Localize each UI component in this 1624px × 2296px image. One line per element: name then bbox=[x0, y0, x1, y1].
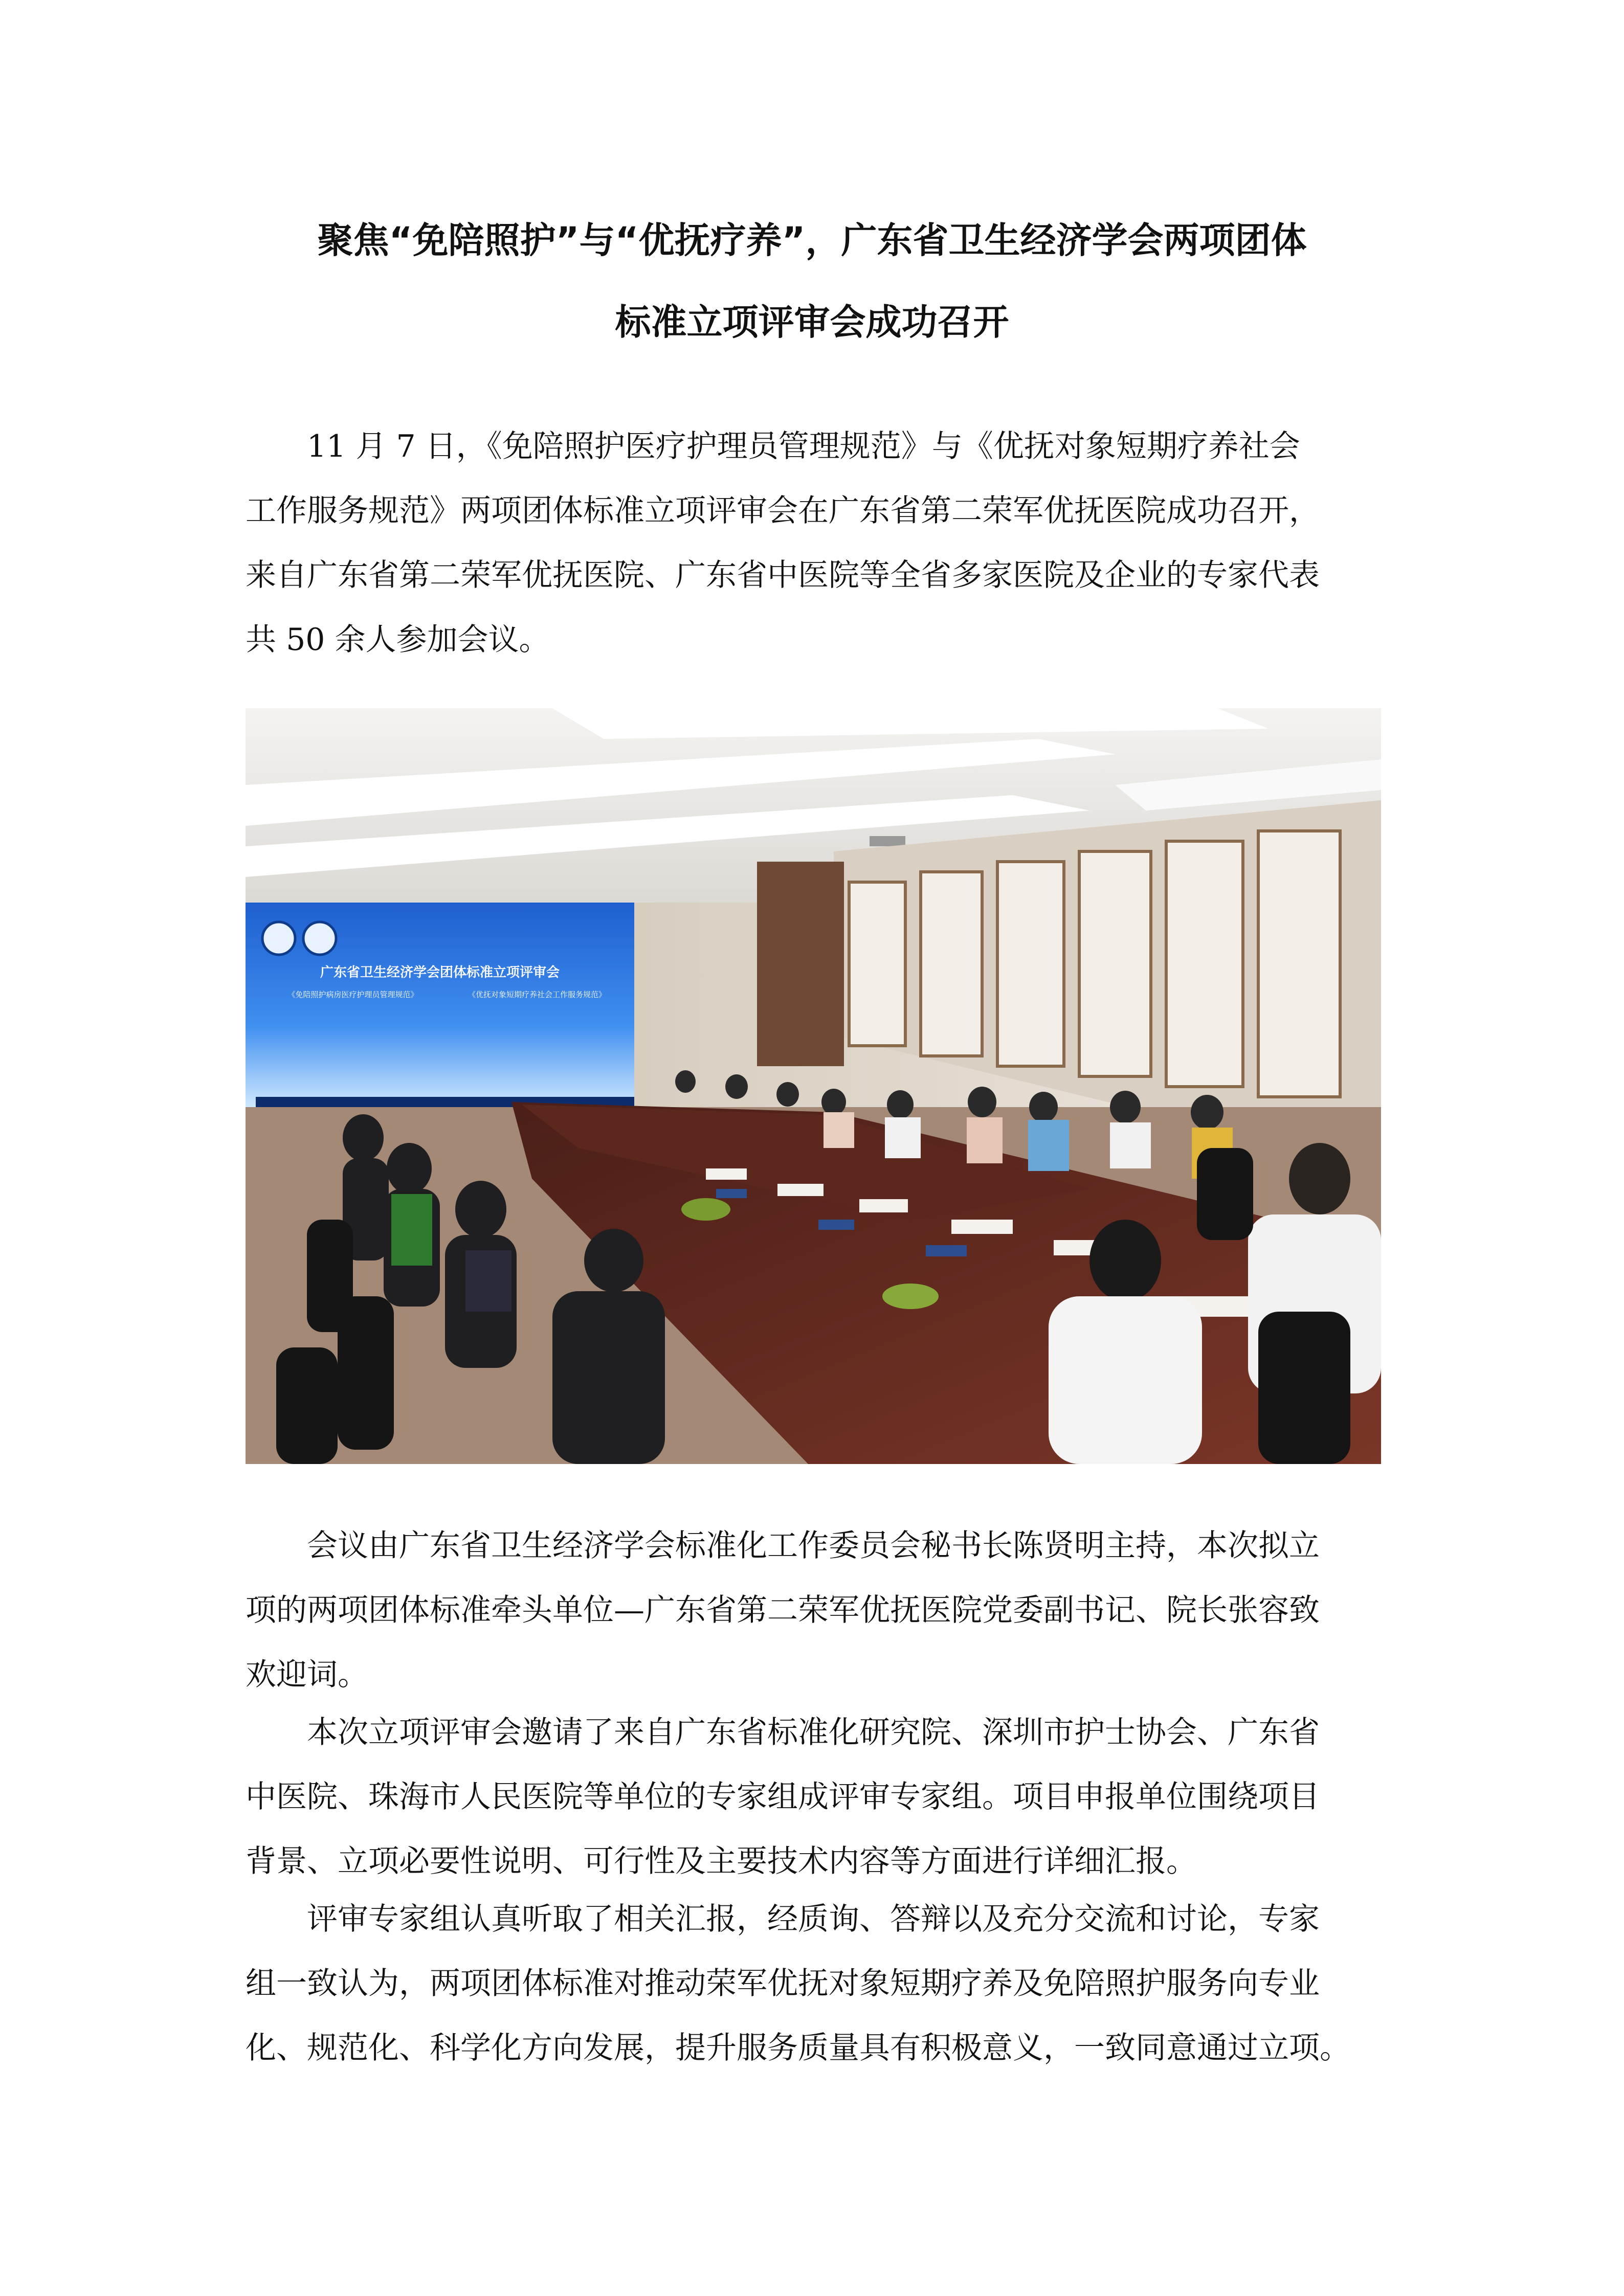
paragraph-host bbox=[246, 1514, 1378, 1707]
meeting-photo bbox=[246, 708, 1381, 1464]
article-title-line-1: 聚焦“免陪照护”与“优抚疗养”，广东省卫生经济学会两项团体 bbox=[317, 219, 1307, 261]
paragraph-line: 11 月 7 日，《免陪照护医疗护理员管理规范》与《优抚对象短期疗养社会 bbox=[307, 429, 1300, 464]
paragraph-line: 项的两项团体标准牵头单位—广东省第二荣军优抚医院党委副书记、院长张容致 bbox=[246, 1592, 1320, 1628]
paragraph-line: 本次立项评审会邀请了来自广东省标准化研究院、深圳市护士协会、广东省 bbox=[307, 1715, 1320, 1750]
paragraph-experts bbox=[246, 1700, 1378, 1894]
article-title-line-2: 标准立项评审会成功召开 bbox=[615, 301, 1009, 343]
paragraph-conclusion bbox=[246, 1887, 1378, 2080]
paragraph-line: 欢迎词。 bbox=[246, 1657, 368, 1693]
paragraph-line: 共 50 余人参加会议。 bbox=[246, 622, 550, 658]
screen-title: 广东省卫生经济学会团体标准立项评审会 bbox=[320, 965, 560, 980]
paragraph-line: 组一致认为，两项团体标准对推动荣军优抚对象短期疗养及免陪照护服务向专业 bbox=[246, 1966, 1320, 2001]
paragraph-line: 化、规范化、科学化方向发展，提升服务质量具有积极意义，一致同意通过立项。 bbox=[246, 2030, 1350, 2066]
screen-subtitle-left: 《免陪照护病房医疗护理员管理规范》 bbox=[287, 990, 418, 999]
screen-subtitle-right: 《优抚对象短期疗养社会工作服务规范》 bbox=[468, 990, 607, 999]
paragraph-line: 评审专家组认真听取了相关汇报，经质询、答辩以及充分交流和讨论，专家 bbox=[307, 1901, 1320, 1937]
paragraph-intro bbox=[246, 414, 1378, 672]
paragraph-line: 工作服务规范》两项团体标准立项评审会在广东省第二荣军优抚医院成功召开， bbox=[246, 493, 1320, 529]
paragraph-line: 中医院、珠海市人民医院等单位的专家组成评审专家组。项目申报单位围绕项目 bbox=[246, 1779, 1320, 1815]
paragraph-line: 来自广东省第二荣军优抚医院、广东省中医院等全省多家医院及企业的专家代表 bbox=[246, 557, 1320, 593]
paragraph-line: 背景、立项必要性说明、可行性及主要技术内容等方面进行详细汇报。 bbox=[246, 1843, 1197, 1879]
paragraph-line: 会议由广东省卫生经济学会标准化工作委员会秘书长陈贤明主持，本次拟立 bbox=[307, 1528, 1320, 1564]
